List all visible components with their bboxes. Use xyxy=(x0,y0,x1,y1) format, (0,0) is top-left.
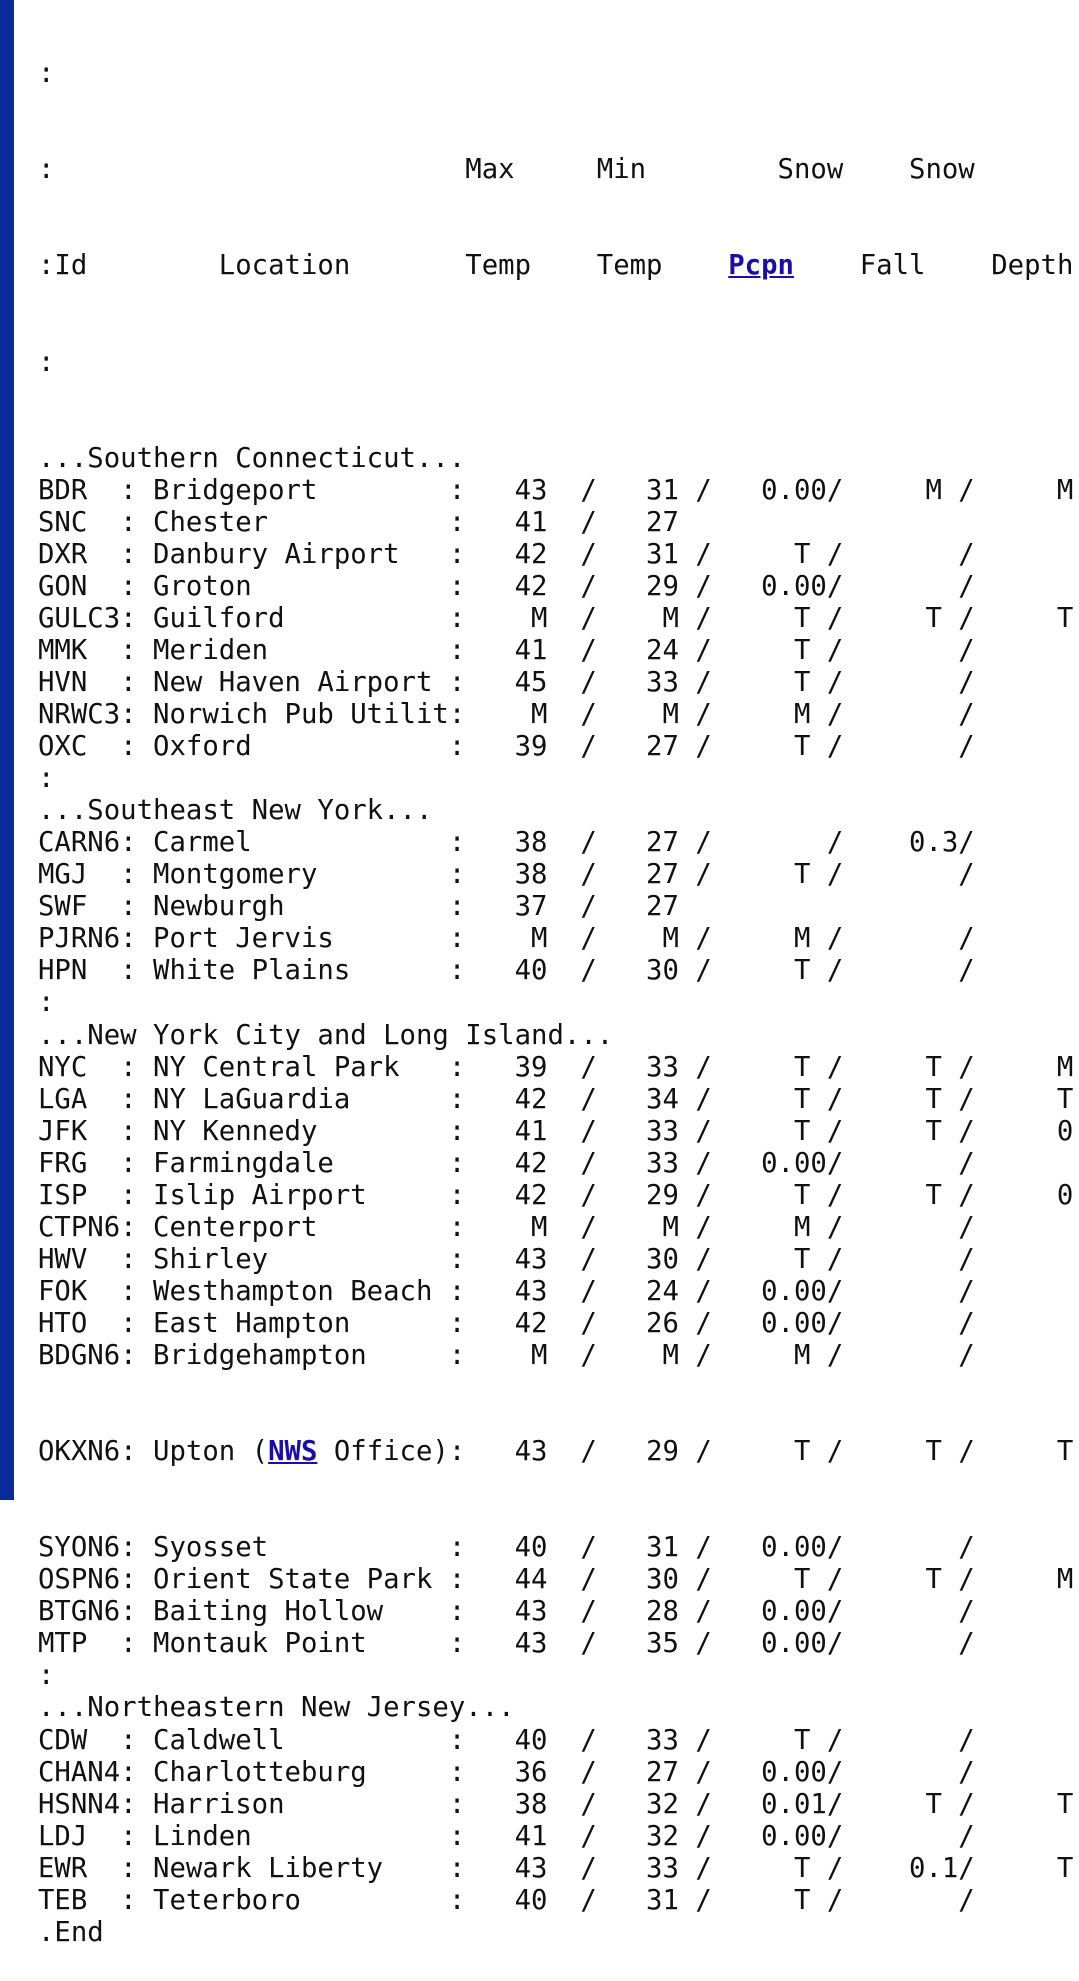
report-line-0: ...Southern Connecticut... xyxy=(38,442,466,474)
report-line-after-11: TEB : Teterboro : 40 / 31 / T / / xyxy=(38,1884,975,1916)
report-line-after-9: LDJ : Linden : 41 / 32 / 0.00/ / xyxy=(38,1820,975,1852)
header-line-2 xyxy=(38,250,1073,282)
report-lines-after xyxy=(38,1532,1073,1949)
report-line-19: NYC : NY Central Park : 39 / 33 / T / T / M xyxy=(38,1051,1074,1083)
report-line-13: MGJ : Montgomery : 38 / 27 / T / / xyxy=(38,859,975,891)
header-snow-fall-depth-bottom: Fall Depth xyxy=(794,250,1074,282)
report-line-20: LGA : NY LaGuardia : 42 / 34 / T / T / T xyxy=(38,1083,1074,1115)
report-line-27: HTO : East Hampton : 42 / 26 / 0.00/ / xyxy=(38,1307,975,1339)
left-accent-bar xyxy=(0,0,14,1500)
report-line-5: GULC3: Guilford : M / M / T / T / T xyxy=(38,602,1074,634)
report-line-21: JFK : NY Kennedy : 41 / 33 / T / T / 0 xyxy=(38,1115,1074,1147)
header-line-1 xyxy=(38,154,1073,186)
report-line-after-2: BTGN6: Baiting Hollow : 43 / 28 / 0.00/ / xyxy=(38,1596,975,1628)
report-line-24: CTPN6: Centerport : M / M / M / / xyxy=(38,1211,975,1243)
report-line-4: GON : Groton : 42 / 29 / 0.00/ / xyxy=(38,570,975,602)
header-line-0: : xyxy=(38,58,55,90)
climate-report xyxy=(38,0,1073,1981)
report-line-22: FRG : Farmingdale : 42 / 33 / 0.00/ / xyxy=(38,1147,975,1179)
report-line-16: HPN : White Plains : 40 / 30 / T / / xyxy=(38,955,975,987)
upton-row-before: OKXN6: Upton ( xyxy=(38,1436,269,1468)
report-line-26: FOK : Westhampton Beach : 43 / 24 / 0.00/ / xyxy=(38,1275,975,1307)
report-line-28: BDGN6: Bridgehampton : M / M / M / / xyxy=(38,1339,975,1371)
report-line-25: HWV : Shirley : 43 / 30 / T / / xyxy=(38,1243,975,1275)
upton-row xyxy=(38,1436,1073,1468)
report-line-1: BDR : Bridgeport : 43 / 31 / 0.00/ M / M xyxy=(38,474,1074,506)
report-line-after-8: HSNN4: Harrison : 38 / 32 / 0.01/ T / T xyxy=(38,1788,1074,1820)
report-line-3: DXR : Danbury Airport : 42 / 31 / T / / xyxy=(38,538,975,570)
report-line-9: OXC : Oxford : 39 / 27 / T / / xyxy=(38,731,975,763)
report-line-17: : xyxy=(38,987,55,1019)
report-lines xyxy=(38,443,1073,1372)
report-line-2: SNC : Chester : 41 / 27 xyxy=(38,506,679,538)
report-line-after-3: MTP : Montauk Point : 43 / 35 / 0.00/ / xyxy=(38,1628,975,1660)
report-line-6: MMK : Meriden : 41 / 24 / T / / xyxy=(38,634,975,666)
upton-row-after: Office): 43 / 29 / T / T / T xyxy=(317,1436,1074,1468)
header-line-1-text: : Max Min xyxy=(38,154,647,186)
report-line-18: ...New York City and Long Island... xyxy=(38,1019,614,1051)
report-line-after-12: .End xyxy=(38,1916,104,1948)
report-line-8: NRWC3: Norwich Pub Utilit: M / M / M / / xyxy=(38,699,975,731)
report-line-after-0: SYON6: Syosset : 40 / 31 / 0.00/ / xyxy=(38,1532,975,1564)
report-line-after-10: EWR : Newark Liberty : 43 / 33 / T / 0.1/ T xyxy=(38,1852,1074,1884)
pcpn-link[interactable]: Pcpn xyxy=(728,250,794,282)
report-line-10: : xyxy=(38,763,55,795)
report-line-23: ISP : Islip Airport : 42 / 29 / T / T / 0 xyxy=(38,1179,1074,1211)
header-snow-fall-depth-top: Snow Snow xyxy=(646,154,975,186)
separator-line: : xyxy=(38,346,55,378)
report-line-15: PJRN6: Port Jervis : M / M / M / / xyxy=(38,923,975,955)
report-line-after-7: CHAN4: Charlotteburg : 36 / 27 / 0.00/ / xyxy=(38,1756,975,1788)
report-line-12: CARN6: Carmel : 38 / 27 / / 0.3/ xyxy=(38,827,975,859)
report-line-after-1: OSPN6: Orient State Park : 44 / 30 / T / T / M xyxy=(38,1564,1074,1596)
report-line-7: HVN : New Haven Airport : 45 / 33 / T / / xyxy=(38,666,975,698)
report-line-after-4: : xyxy=(38,1660,55,1692)
header-pcpn-gap xyxy=(663,250,729,281)
report-line-after-6: CDW : Caldwell : 40 / 33 / T / / xyxy=(38,1724,975,1756)
report-line-11: ...Southeast New York... xyxy=(38,795,433,827)
header-line-2-text: :Id Location Temp Temp xyxy=(38,250,663,282)
nws-link[interactable]: NWS xyxy=(268,1436,318,1468)
report-line-14: SWF : Newburgh : 37 / 27 xyxy=(38,891,679,923)
report-line-after-5: ...Northeastern New Jersey... xyxy=(38,1692,515,1724)
